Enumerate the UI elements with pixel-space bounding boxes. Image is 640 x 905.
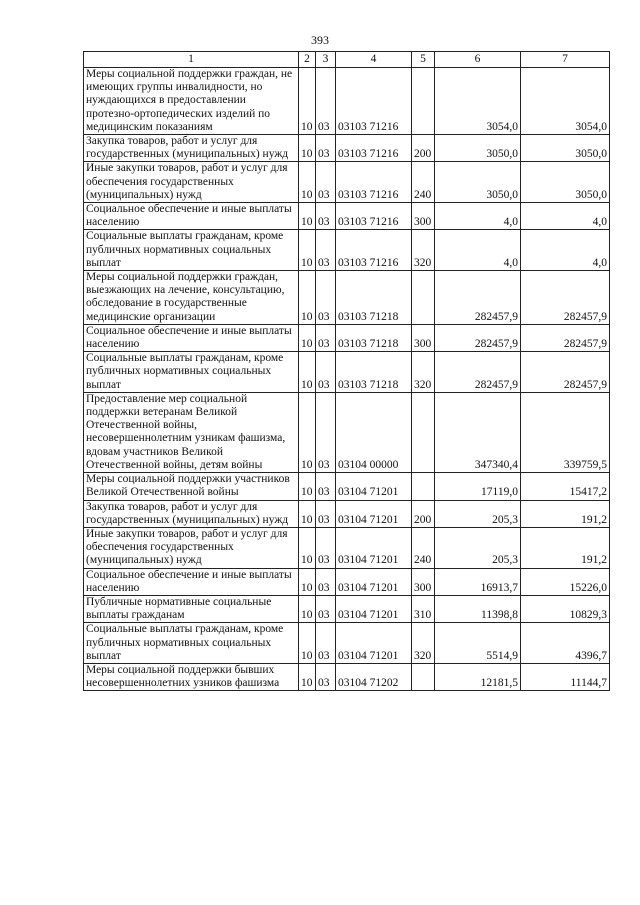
row-target-article-cell: 03104 71202	[336, 663, 412, 690]
row-amount-year1-cell: 12181,5	[435, 663, 521, 690]
row-section-cell: 10	[299, 663, 316, 690]
table-row	[84, 595, 610, 622]
table-row	[84, 663, 610, 690]
row-amount-year1-cell: 16913,7	[435, 568, 521, 595]
budget-table	[83, 51, 610, 691]
row-target-article-cell: 03103 71216	[336, 162, 412, 203]
header-cell-7: 7	[521, 52, 610, 68]
row-amount-year1-cell: 3050,0	[435, 162, 521, 203]
row-amount-year1-cell: 3050,0	[435, 135, 521, 162]
row-expense-type-cell: 240	[412, 527, 435, 568]
row-expense-type-cell	[412, 392, 435, 472]
row-target-article-cell: 03104 71201	[336, 568, 412, 595]
table-row	[84, 352, 610, 393]
header-cell-5: 5	[412, 52, 435, 68]
row-subsection-cell: 03	[316, 324, 336, 351]
row-target-article-cell: 03104 71201	[336, 500, 412, 527]
table-row	[84, 500, 610, 527]
row-subsection-cell: 03	[316, 352, 336, 393]
row-name-cell: Меры социальной поддержки граждан, выезжающих на лечение, консультацию, обследование в государственные медицинские организации	[84, 271, 299, 325]
row-target-article-cell: 03103 71216	[336, 68, 412, 135]
row-target-article-cell: 03104 71201	[336, 527, 412, 568]
row-subsection-cell: 03	[316, 271, 336, 325]
row-expense-type-cell	[412, 473, 435, 500]
row-amount-year1-cell: 205,3	[435, 500, 521, 527]
row-expense-type-cell: 300	[412, 203, 435, 230]
row-amount-year1-cell: 17119,0	[435, 473, 521, 500]
row-subsection-cell: 03	[316, 68, 336, 135]
row-target-article-cell: 03103 71216	[336, 203, 412, 230]
header-cell-6: 6	[435, 52, 521, 68]
row-name-cell: Меры социальной поддержки бывших несовершеннолетних узников фашизма	[84, 663, 299, 690]
row-expense-type-cell: 320	[412, 623, 435, 664]
row-subsection-cell: 03	[316, 392, 336, 472]
table-row	[84, 68, 610, 135]
row-amount-year2-cell: 4,0	[521, 203, 610, 230]
row-target-article-cell: 03103 71218	[336, 324, 412, 351]
page-number: 393	[311, 33, 329, 47]
table-row	[84, 527, 610, 568]
row-amount-year2-cell: 15417,2	[521, 473, 610, 500]
table-row	[84, 473, 610, 500]
header-row	[84, 52, 610, 68]
row-amount-year1-cell: 4,0	[435, 230, 521, 271]
row-name-cell: Социальные выплаты гражданам, кроме публичных нормативных социальных выплат	[84, 230, 299, 271]
row-amount-year2-cell: 11144,7	[521, 663, 610, 690]
row-section-cell: 10	[299, 135, 316, 162]
table-row	[84, 230, 610, 271]
row-expense-type-cell: 200	[412, 135, 435, 162]
header-cell-3: 3	[316, 52, 336, 68]
table-row	[84, 623, 610, 664]
row-expense-type-cell: 300	[412, 324, 435, 351]
row-amount-year2-cell: 4396,7	[521, 623, 610, 664]
row-subsection-cell: 03	[316, 595, 336, 622]
row-subsection-cell: 03	[316, 203, 336, 230]
row-amount-year2-cell: 282457,9	[521, 271, 610, 325]
row-section-cell: 10	[299, 595, 316, 622]
row-subsection-cell: 03	[316, 473, 336, 500]
row-name-cell: Меры социальной поддержки участников Великой Отечественной войны	[84, 473, 299, 500]
row-section-cell: 10	[299, 568, 316, 595]
table-row	[84, 568, 610, 595]
table-row	[84, 162, 610, 203]
table-row	[84, 392, 610, 472]
row-amount-year2-cell: 15226,0	[521, 568, 610, 595]
row-section-cell: 10	[299, 162, 316, 203]
row-amount-year2-cell: 282457,9	[521, 324, 610, 351]
row-section-cell: 10	[299, 68, 316, 135]
row-amount-year1-cell: 282457,9	[435, 324, 521, 351]
row-name-cell: Предоставление мер социальной поддержки ветеранам Великой Отечественной войны, несовершеннолетним узникам фашизма, вдовам участников Великой Отечественной войны, детям войны	[84, 392, 299, 472]
row-amount-year2-cell: 282457,9	[521, 352, 610, 393]
row-expense-type-cell: 310	[412, 595, 435, 622]
row-amount-year1-cell: 205,3	[435, 527, 521, 568]
row-expense-type-cell: 300	[412, 568, 435, 595]
row-amount-year2-cell: 3050,0	[521, 162, 610, 203]
row-target-article-cell: 03103 71216	[336, 230, 412, 271]
row-name-cell: Иные закупки товаров, работ и услуг для обеспечения государственных (муниципальных) нужд	[84, 527, 299, 568]
row-amount-year1-cell: 5514,9	[435, 623, 521, 664]
row-section-cell: 10	[299, 527, 316, 568]
row-amount-year2-cell: 191,2	[521, 500, 610, 527]
row-section-cell: 10	[299, 623, 316, 664]
row-expense-type-cell	[412, 663, 435, 690]
row-expense-type-cell	[412, 271, 435, 325]
row-subsection-cell: 03	[316, 663, 336, 690]
row-subsection-cell: 03	[316, 135, 336, 162]
row-section-cell: 10	[299, 230, 316, 271]
row-name-cell: Социальное обеспечение и иные выплаты населению	[84, 568, 299, 595]
row-target-article-cell: 03104 71201	[336, 473, 412, 500]
row-section-cell: 10	[299, 324, 316, 351]
row-target-article-cell: 03103 71216	[336, 135, 412, 162]
row-expense-type-cell: 200	[412, 500, 435, 527]
row-name-cell: Меры социальной поддержки граждан, не имеющих группы инвалидности, но нуждающихся в предоставлении протезно-ортопедических изделий по медицинским показаниям	[84, 68, 299, 135]
row-amount-year1-cell: 4,0	[435, 203, 521, 230]
row-amount-year2-cell: 3050,0	[521, 135, 610, 162]
header-cell-2: 2	[299, 52, 316, 68]
table-row	[84, 324, 610, 351]
row-expense-type-cell: 240	[412, 162, 435, 203]
row-amount-year2-cell: 3054,0	[521, 68, 610, 135]
row-expense-type-cell: 320	[412, 352, 435, 393]
row-amount-year2-cell: 339759,5	[521, 392, 610, 472]
row-section-cell: 10	[299, 271, 316, 325]
row-amount-year1-cell: 282457,9	[435, 271, 521, 325]
row-subsection-cell: 03	[316, 623, 336, 664]
row-target-article-cell: 03104 71201	[336, 623, 412, 664]
row-section-cell: 10	[299, 473, 316, 500]
row-target-article-cell: 03103 71218	[336, 352, 412, 393]
header-cell-4: 4	[336, 52, 412, 68]
row-name-cell: Социальные выплаты гражданам, кроме публичных нормативных социальных выплат	[84, 352, 299, 393]
row-amount-year1-cell: 282457,9	[435, 352, 521, 393]
row-target-article-cell: 03104 71201	[336, 595, 412, 622]
row-name-cell: Социальное обеспечение и иные выплаты населению	[84, 324, 299, 351]
table-row	[84, 271, 610, 325]
row-name-cell: Публичные нормативные социальные выплаты гражданам	[84, 595, 299, 622]
header-cell-1: 1	[84, 52, 299, 68]
row-name-cell: Иные закупки товаров, работ и услуг для обеспечения государственных (муниципальных) нужд	[84, 162, 299, 203]
row-amount-year1-cell: 3054,0	[435, 68, 521, 135]
row-name-cell: Социальное обеспечение и иные выплаты населению	[84, 203, 299, 230]
row-amount-year2-cell: 4,0	[521, 230, 610, 271]
row-section-cell: 10	[299, 203, 316, 230]
table-row	[84, 135, 610, 162]
row-name-cell: Закупка товаров, работ и услуг для государственных (муниципальных) нужд	[84, 500, 299, 527]
row-subsection-cell: 03	[316, 527, 336, 568]
row-amount-year2-cell: 191,2	[521, 527, 610, 568]
table-row	[84, 203, 610, 230]
row-amount-year1-cell: 11398,8	[435, 595, 521, 622]
row-target-article-cell: 03104 00000	[336, 392, 412, 472]
row-amount-year1-cell: 347340,4	[435, 392, 521, 472]
row-section-cell: 10	[299, 352, 316, 393]
row-subsection-cell: 03	[316, 500, 336, 527]
row-name-cell: Закупка товаров, работ и услуг для государственных (муниципальных) нужд	[84, 135, 299, 162]
row-name-cell: Социальные выплаты гражданам, кроме публичных нормативных социальных выплат	[84, 623, 299, 664]
row-target-article-cell: 03103 71218	[336, 271, 412, 325]
row-section-cell: 10	[299, 500, 316, 527]
row-amount-year2-cell: 10829,3	[521, 595, 610, 622]
row-subsection-cell: 03	[316, 230, 336, 271]
row-expense-type-cell	[412, 68, 435, 135]
row-subsection-cell: 03	[316, 568, 336, 595]
row-expense-type-cell: 320	[412, 230, 435, 271]
row-section-cell: 10	[299, 392, 316, 472]
row-subsection-cell: 03	[316, 162, 336, 203]
